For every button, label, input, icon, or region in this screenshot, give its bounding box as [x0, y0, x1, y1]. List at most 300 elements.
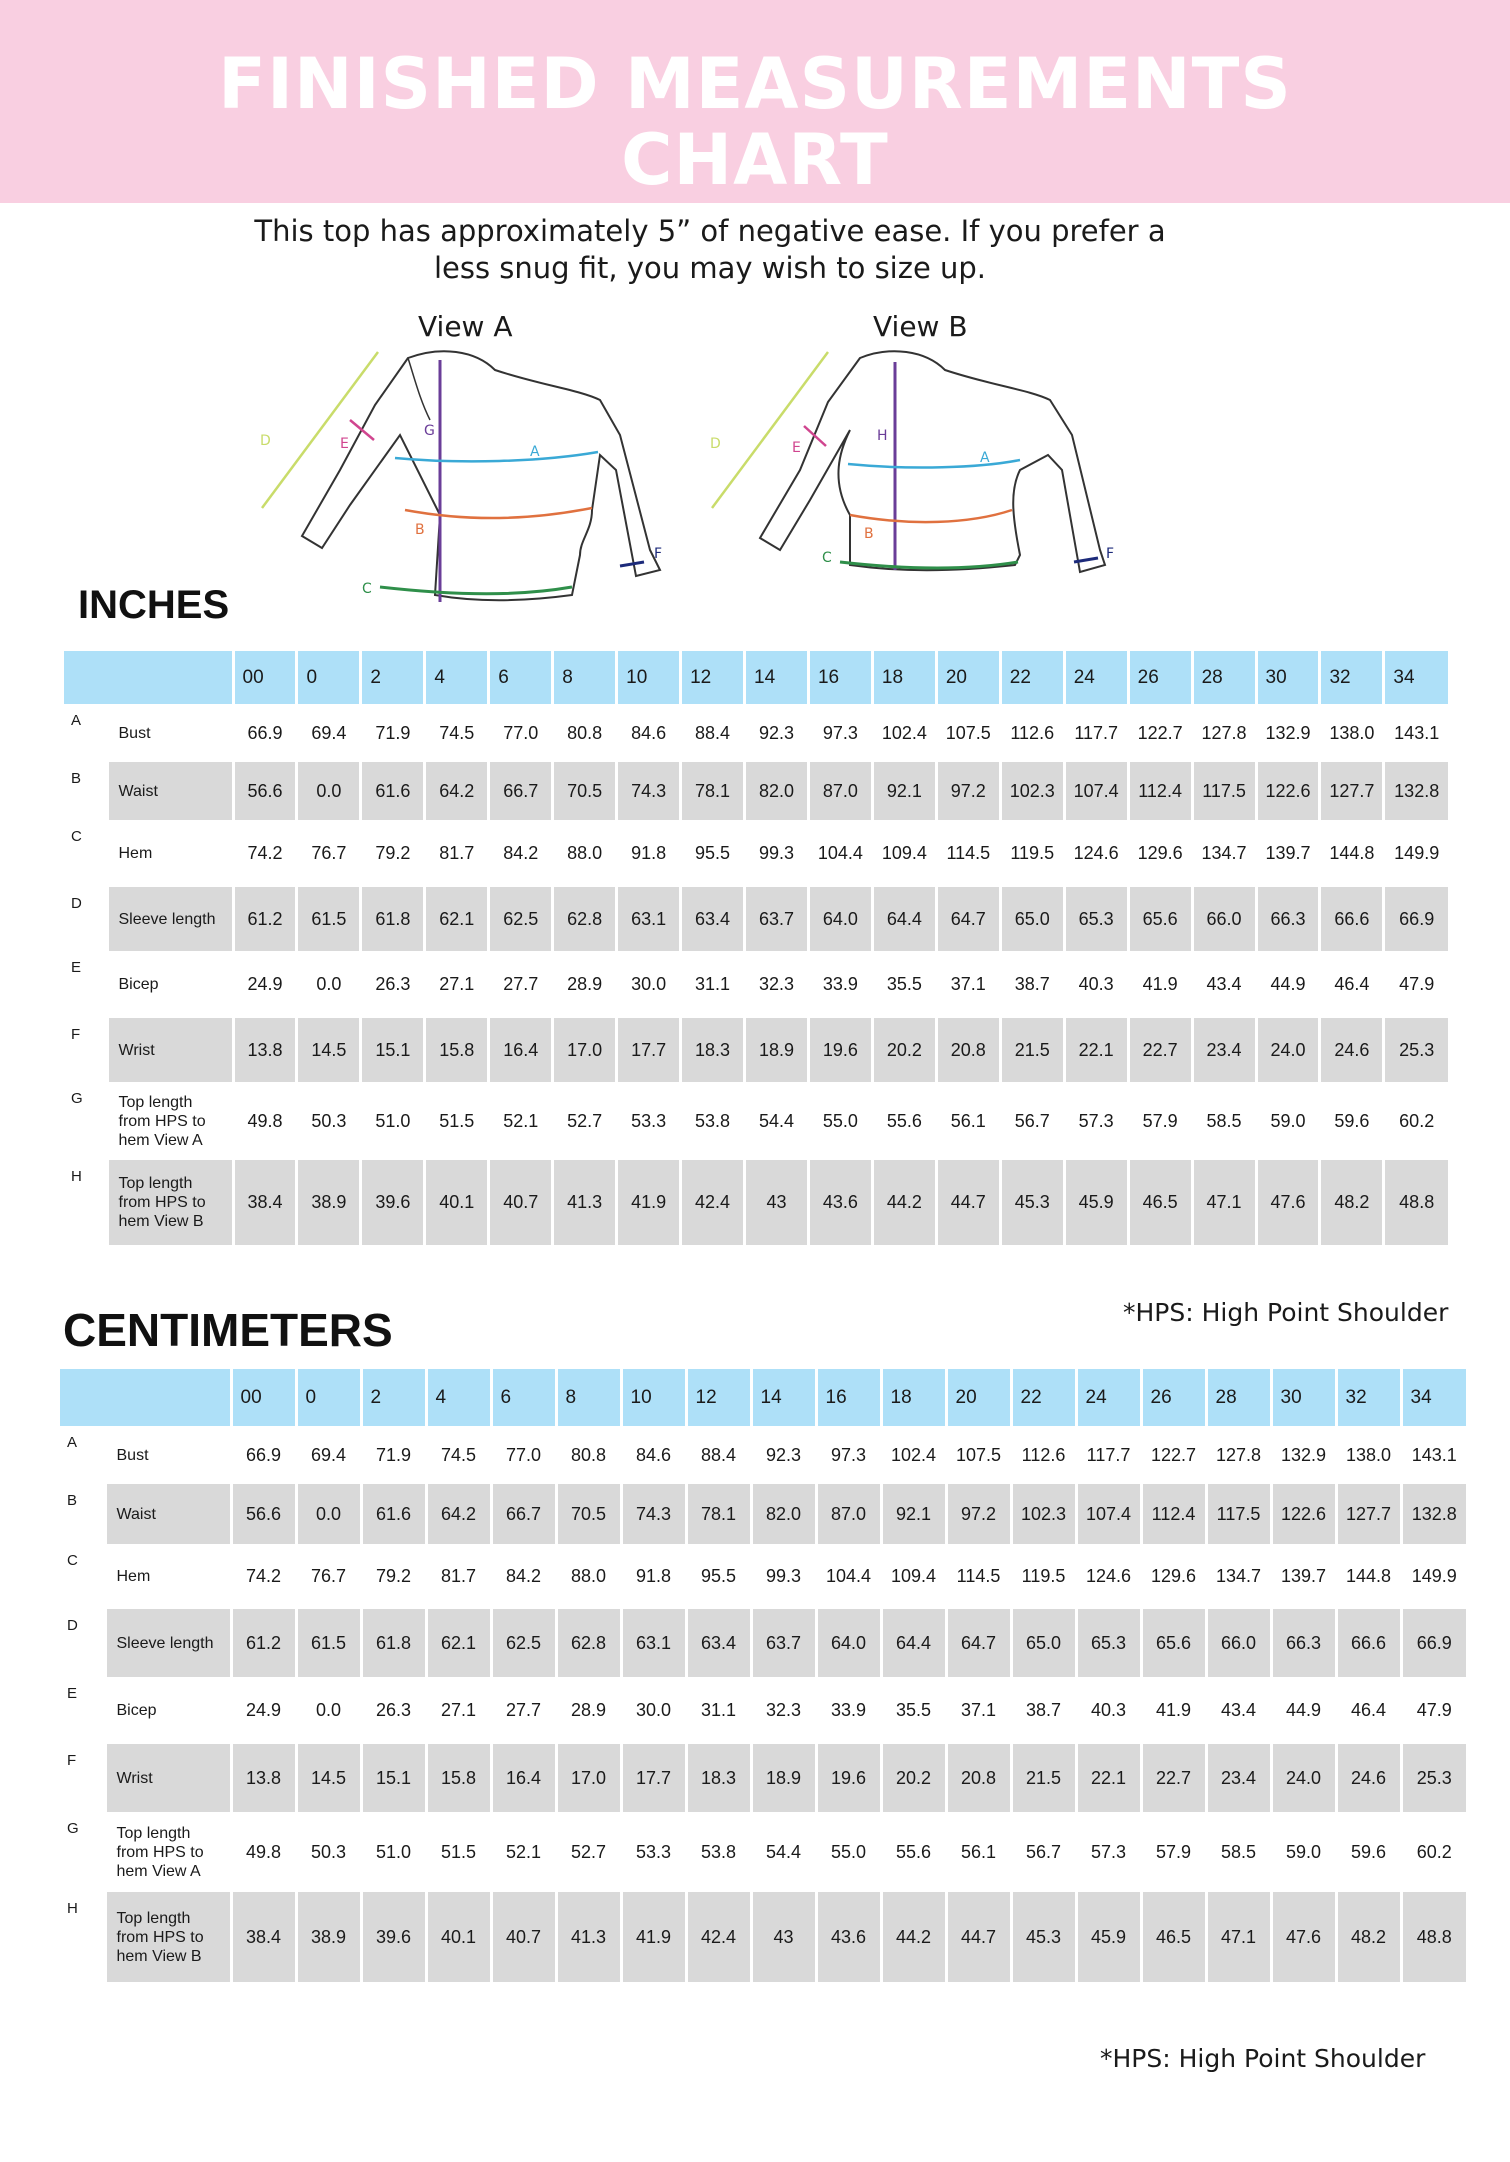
measurement-cell: 104.4	[808, 820, 872, 887]
measurement-cell: 95.5	[681, 820, 745, 887]
measurement-cell: 55.0	[808, 1082, 872, 1160]
measurement-cell: 64.2	[426, 1484, 491, 1544]
measurement-cell: 74.2	[231, 1544, 296, 1609]
intro-line2: less snug fit, you may wish to size up.	[433, 251, 987, 285]
row-letter: E	[64, 951, 107, 1018]
row-label-line: from HPS to	[118, 1194, 206, 1211]
size-header-cell: 22	[1000, 651, 1064, 704]
size-header-cell: 12	[681, 651, 745, 704]
measurement-cell: 27.7	[491, 1677, 556, 1744]
measurement-cell: 15.8	[426, 1744, 491, 1812]
size-header-cell: 22	[1011, 1369, 1076, 1426]
measurement-cell: 27.1	[426, 1677, 491, 1744]
measurement-cell: 66.9	[1384, 887, 1448, 951]
row-label	[105, 1812, 231, 1892]
measurement-cell: 19.6	[808, 1018, 872, 1082]
measurement-cell: 57.3	[1076, 1812, 1141, 1892]
measurement-cell: 52.1	[491, 1812, 556, 1892]
measurement-cell: 109.4	[872, 820, 936, 887]
measurement-cell: 41.9	[621, 1892, 686, 1982]
measurement-cell: 88.0	[553, 820, 617, 887]
measurement-cell: 61.8	[361, 1609, 426, 1677]
measurement-cell: 53.8	[681, 1082, 745, 1160]
measurement-cell: 65.3	[1076, 1609, 1141, 1677]
measurement-cell: 17.0	[553, 1018, 617, 1082]
measurement-cell: 43.4	[1192, 951, 1256, 1018]
size-header-cell: 00	[231, 1369, 296, 1426]
measurement-cell: 17.7	[621, 1744, 686, 1812]
measurement-cell: 17.0	[556, 1744, 621, 1812]
measurement-cell: 49.8	[233, 1082, 297, 1160]
measurement-cell: 47.6	[1271, 1892, 1336, 1982]
row-label	[105, 1892, 231, 1982]
inches-title: INCHES	[78, 583, 230, 627]
measurement-cell: 88.0	[556, 1544, 621, 1609]
measurement-cell: 64.4	[881, 1609, 946, 1677]
measurement-cell: 71.9	[361, 704, 425, 762]
svg-text:E: E	[792, 440, 801, 456]
measurement-cell: 41.9	[1141, 1677, 1206, 1744]
measurement-cell: 112.4	[1128, 762, 1192, 820]
measurement-cell: 58.5	[1206, 1812, 1271, 1892]
view-b-diagram	[700, 340, 1140, 585]
measurement-cell: 53.3	[617, 1082, 681, 1160]
measurement-cell: 82.0	[751, 1484, 816, 1544]
measurement-cell: 91.8	[617, 820, 681, 887]
row-label-line: Top length	[118, 1175, 193, 1192]
measurement-cell: 48.8	[1401, 1892, 1466, 1982]
row-label: Sleeve length	[107, 887, 233, 951]
size-header-cell: 2	[361, 1369, 426, 1426]
measurement-cell: 132.9	[1271, 1426, 1336, 1484]
row-letter: D	[60, 1609, 105, 1677]
measurement-cell: 129.6	[1128, 820, 1192, 887]
measurement-cell: 46.5	[1128, 1160, 1192, 1245]
row-label-line: hem View B	[116, 1947, 202, 1965]
measurement-cell: 62.5	[489, 887, 553, 951]
measurement-cell: 65.0	[1000, 887, 1064, 951]
size-header-cell: 30	[1271, 1369, 1336, 1426]
measurement-cell: 44.7	[946, 1892, 1011, 1982]
size-header-cell: 0	[296, 1369, 361, 1426]
svg-text:A: A	[980, 450, 990, 466]
measurement-cell: 59.6	[1336, 1812, 1401, 1892]
measurement-cell: 53.8	[686, 1812, 751, 1892]
measurement-cell: 70.5	[556, 1484, 621, 1544]
measurement-cell: 58.5	[1192, 1082, 1256, 1160]
row-letter: C	[64, 820, 107, 887]
measurement-cell: 92.3	[751, 1426, 816, 1484]
measurement-cell: 47.6	[1256, 1160, 1320, 1245]
measurement-cell: 22.1	[1064, 1018, 1128, 1082]
svg-text:E: E	[340, 436, 349, 452]
measurement-cell: 66.0	[1206, 1609, 1271, 1677]
measurement-cell: 70.5	[553, 762, 617, 820]
measurement-cell: 0.0	[296, 1677, 361, 1744]
measurement-cell: 64.7	[936, 887, 1000, 951]
svg-text:D: D	[260, 433, 271, 449]
measurement-cell: 56.6	[233, 762, 297, 820]
measurement-cell: 66.6	[1320, 887, 1384, 951]
measurement-cell: 55.6	[872, 1082, 936, 1160]
waist-line	[405, 508, 592, 518]
svg-text:F: F	[1106, 546, 1115, 562]
row-label	[107, 1160, 233, 1245]
measurement-cell: 42.4	[686, 1892, 751, 1982]
measurement-cell: 112.6	[1011, 1426, 1076, 1484]
measurement-cell: 117.7	[1076, 1426, 1141, 1484]
svg-text:H: H	[877, 428, 888, 444]
measurement-cell: 97.2	[936, 762, 1000, 820]
measurement-cell: 52.7	[553, 1082, 617, 1160]
row-label: Wrist	[105, 1744, 231, 1812]
measurement-cell: 149.9	[1384, 820, 1448, 887]
measurement-cell: 64.4	[872, 887, 936, 951]
row-label: Waist	[107, 762, 233, 820]
row-label-line: from HPS to	[116, 1843, 204, 1861]
hps-note: *HPS: High Point Shoulder	[1123, 1298, 1449, 1327]
measurement-cell: 84.6	[621, 1426, 686, 1484]
row-letter: F	[64, 1018, 107, 1082]
measurement-cell: 66.9	[233, 704, 297, 762]
measurement-cell: 0.0	[297, 762, 361, 820]
measurement-cell: 40.3	[1064, 951, 1128, 1018]
row-label: Bicep	[105, 1677, 231, 1744]
measurement-cell: 46.4	[1336, 1677, 1401, 1744]
measurement-cell: 50.3	[297, 1082, 361, 1160]
measurement-cell: 66.0	[1192, 887, 1256, 951]
measurement-row	[64, 704, 1448, 762]
measurement-cell: 65.6	[1128, 887, 1192, 951]
header-blank-cell	[60, 1369, 231, 1426]
measurement-cell: 32.3	[745, 951, 809, 1018]
measurement-cell: 119.5	[1011, 1544, 1076, 1609]
size-header-cell: 4	[425, 651, 489, 704]
size-header-cell: 6	[491, 1369, 556, 1426]
row-letter: B	[64, 762, 107, 820]
measurement-cell: 127.7	[1336, 1484, 1401, 1544]
measurement-cell: 24.6	[1320, 1018, 1384, 1082]
measurement-cell: 18.3	[681, 1018, 745, 1082]
measurement-cell: 134.7	[1192, 820, 1256, 887]
measurement-cell: 22.1	[1076, 1744, 1141, 1812]
size-header-cell: 32	[1320, 651, 1384, 704]
svg-text:C: C	[822, 550, 832, 566]
measurement-cell: 52.1	[489, 1082, 553, 1160]
measurement-cell: 92.3	[745, 704, 809, 762]
measurement-cell: 65.0	[1011, 1609, 1076, 1677]
measurement-cell: 59.0	[1256, 1082, 1320, 1160]
measurement-cell: 43	[745, 1160, 809, 1245]
measurement-cell: 0.0	[297, 951, 361, 1018]
measurement-cell: 43.6	[808, 1160, 872, 1245]
measurement-row	[64, 951, 1448, 1018]
measurement-cell: 63.4	[686, 1609, 751, 1677]
measurement-cell: 76.7	[297, 820, 361, 887]
row-label: Bust	[105, 1426, 231, 1484]
measurement-cell: 59.0	[1271, 1812, 1336, 1892]
measurement-cell: 56.1	[936, 1082, 1000, 1160]
measurement-cell: 63.7	[745, 887, 809, 951]
row-label: Waist	[105, 1484, 231, 1544]
size-header-cell: 14	[745, 651, 809, 704]
measurement-cell: 39.6	[361, 1892, 426, 1982]
measurement-cell: 57.9	[1128, 1082, 1192, 1160]
measurement-cell: 102.4	[872, 704, 936, 762]
measurement-cell: 107.5	[946, 1426, 1011, 1484]
measurement-cell: 14.5	[297, 1018, 361, 1082]
measurement-cell: 84.6	[617, 704, 681, 762]
measurement-row	[64, 1082, 1448, 1160]
measurement-cell: 24.0	[1256, 1018, 1320, 1082]
bust-line	[848, 460, 1020, 467]
measurement-cell: 24.9	[233, 951, 297, 1018]
measurement-cell: 44.2	[881, 1892, 946, 1982]
measurement-cell: 53.3	[621, 1812, 686, 1892]
bicep-line	[350, 420, 374, 440]
measurement-cell: 13.8	[233, 1018, 297, 1082]
measurement-cell: 51.5	[426, 1812, 491, 1892]
measurement-cell: 40.3	[1076, 1677, 1141, 1744]
size-header-cell: 34	[1401, 1369, 1466, 1426]
measurement-cell: 63.1	[621, 1609, 686, 1677]
row-letter: H	[64, 1160, 107, 1245]
measurement-cell: 18.9	[745, 1018, 809, 1082]
measurement-cell: 44.7	[936, 1160, 1000, 1245]
measurement-cell: 114.5	[946, 1544, 1011, 1609]
measurement-cell: 64.0	[808, 887, 872, 951]
measurement-cell: 87.0	[808, 762, 872, 820]
measurement-cell: 80.8	[553, 704, 617, 762]
measurement-cell: 52.7	[556, 1812, 621, 1892]
size-header-cell: 18	[872, 651, 936, 704]
measurement-cell: 35.5	[881, 1677, 946, 1744]
measurement-cell: 43.6	[816, 1892, 881, 1982]
measurement-row	[60, 1892, 1466, 1982]
measurement-cell: 60.2	[1401, 1812, 1466, 1892]
measurement-cell: 61.2	[231, 1609, 296, 1677]
row-letter: A	[60, 1426, 105, 1484]
measurement-cell: 138.0	[1320, 704, 1384, 762]
inches-table	[64, 651, 1448, 1245]
measurement-cell: 149.9	[1401, 1544, 1466, 1609]
measurement-cell: 79.2	[361, 820, 425, 887]
measurement-cell: 138.0	[1336, 1426, 1401, 1484]
measurement-cell: 139.7	[1271, 1544, 1336, 1609]
measurement-cell: 45.3	[1000, 1160, 1064, 1245]
measurement-cell: 51.0	[361, 1082, 425, 1160]
row-letter: B	[60, 1484, 105, 1544]
measurement-cell: 62.1	[426, 1609, 491, 1677]
measurement-cell: 37.1	[946, 1677, 1011, 1744]
measurement-cell: 22.7	[1141, 1744, 1206, 1812]
measurement-cell: 44.9	[1256, 951, 1320, 1018]
measurement-cell: 56.6	[231, 1484, 296, 1544]
measurement-cell: 31.1	[681, 951, 745, 1018]
waist-line	[850, 510, 1012, 522]
measurement-cell: 39.6	[361, 1160, 425, 1245]
measurement-cell: 47.1	[1192, 1160, 1256, 1245]
measurement-cell: 63.1	[617, 887, 681, 951]
row-label-line: hem View A	[116, 1862, 201, 1880]
svg-text:G: G	[424, 423, 435, 439]
footer-hps-note: *HPS: High Point Shoulder	[1100, 2044, 1426, 2073]
measurement-cell: 119.5	[1000, 820, 1064, 887]
measurement-cell: 13.8	[231, 1744, 296, 1812]
measurement-cell: 144.8	[1336, 1544, 1401, 1609]
measurement-cell: 92.1	[872, 762, 936, 820]
row-letter: C	[60, 1544, 105, 1609]
row-label: Bust	[107, 704, 233, 762]
measurement-cell: 117.5	[1206, 1484, 1271, 1544]
measurement-cell: 38.7	[1011, 1677, 1076, 1744]
measurement-cell: 66.3	[1256, 887, 1320, 951]
measurement-cell: 74.5	[425, 704, 489, 762]
measurement-cell: 139.7	[1256, 820, 1320, 887]
measurement-cell: 45.9	[1064, 1160, 1128, 1245]
measurement-cell: 81.7	[425, 820, 489, 887]
row-label: Sleeve length	[105, 1609, 231, 1677]
page-title-line1: FINISHED MEASUREMENTS	[218, 43, 1292, 125]
measurement-cell: 69.4	[297, 704, 361, 762]
measurement-cell: 27.7	[489, 951, 553, 1018]
measurement-cell: 84.2	[491, 1544, 556, 1609]
measurement-cell: 127.8	[1192, 704, 1256, 762]
measurement-cell: 66.3	[1271, 1609, 1336, 1677]
measurement-cell: 41.9	[1128, 951, 1192, 1018]
measurement-cell: 66.9	[1401, 1609, 1466, 1677]
measurement-cell: 134.7	[1206, 1544, 1271, 1609]
size-header-cell: 26	[1141, 1369, 1206, 1426]
measurement-cell: 16.4	[489, 1018, 553, 1082]
row-label-line: from HPS to	[116, 1928, 204, 1946]
measurement-cell: 102.4	[881, 1426, 946, 1484]
measurement-cell: 61.5	[296, 1609, 361, 1677]
measurement-cell: 102.3	[1000, 762, 1064, 820]
measurement-cell: 102.3	[1011, 1484, 1076, 1544]
size-header-cell: 0	[297, 651, 361, 704]
size-header-cell: 10	[621, 1369, 686, 1426]
measurement-cell: 109.4	[881, 1544, 946, 1609]
size-header-cell: 20	[946, 1369, 1011, 1426]
measurement-cell: 84.2	[489, 820, 553, 887]
measurement-cell: 81.7	[426, 1544, 491, 1609]
measurement-cell: 78.1	[681, 762, 745, 820]
size-header-cell: 30	[1256, 651, 1320, 704]
row-label-line: Top length	[118, 1093, 193, 1111]
measurement-cell: 45.3	[1011, 1892, 1076, 1982]
row-label: Bicep	[107, 951, 233, 1018]
measurement-cell: 46.4	[1320, 951, 1384, 1018]
measurement-row	[64, 820, 1448, 887]
measurement-cell: 20.2	[872, 1018, 936, 1082]
measurement-cell: 32.3	[751, 1677, 816, 1744]
measurement-cell: 22.7	[1128, 1018, 1192, 1082]
measurement-cell: 55.0	[816, 1812, 881, 1892]
measurement-cell: 43	[751, 1892, 816, 1982]
measurement-cell: 40.7	[491, 1892, 556, 1982]
measurement-cell: 24.0	[1271, 1744, 1336, 1812]
intro-line1: This top has approximately 5” of negative ease. If you prefer a	[254, 214, 1166, 248]
size-header-cell: 4	[426, 1369, 491, 1426]
size-header-cell: 12	[686, 1369, 751, 1426]
measurement-cell: 122.6	[1256, 762, 1320, 820]
measurement-row	[60, 1812, 1466, 1892]
measurement-cell: 114.5	[936, 820, 1000, 887]
measurement-cell: 24.6	[1336, 1744, 1401, 1812]
size-header-cell: 8	[556, 1369, 621, 1426]
measurement-cell: 23.4	[1206, 1744, 1271, 1812]
measurement-cell: 69.4	[296, 1426, 361, 1484]
measurement-cell: 30.0	[617, 951, 681, 1018]
svg-text:B: B	[864, 526, 874, 542]
measurement-cell: 62.8	[553, 887, 617, 951]
hem-line	[380, 587, 572, 594]
measurement-cell: 117.5	[1192, 762, 1256, 820]
header-blank-cell	[64, 651, 233, 704]
row-label-line: from HPS to	[118, 1112, 206, 1130]
measurement-row	[64, 887, 1448, 951]
measurement-cell: 24.9	[231, 1677, 296, 1744]
measurement-cell: 122.7	[1141, 1426, 1206, 1484]
measurement-cell: 45.9	[1076, 1892, 1141, 1982]
measurement-cell: 107.4	[1076, 1484, 1141, 1544]
measurement-cell: 28.9	[553, 951, 617, 1018]
measurement-cell: 143.1	[1401, 1426, 1466, 1484]
measurement-cell: 17.7	[617, 1018, 681, 1082]
measurement-cell: 87.0	[816, 1484, 881, 1544]
size-header-cell: 28	[1192, 651, 1256, 704]
size-header-cell: 16	[808, 651, 872, 704]
measurement-cell: 0.0	[296, 1484, 361, 1544]
measurement-cell: 47.9	[1401, 1677, 1466, 1744]
row-letter: H	[60, 1892, 105, 1982]
measurement-cell: 59.6	[1320, 1082, 1384, 1160]
measurement-row	[60, 1744, 1466, 1812]
measurement-cell: 21.5	[1011, 1744, 1076, 1812]
size-header-cell: 2	[361, 651, 425, 704]
measurement-cell: 60.2	[1384, 1082, 1448, 1160]
measurement-cell: 127.7	[1320, 762, 1384, 820]
measurement-cell: 112.4	[1141, 1484, 1206, 1544]
measurement-cell: 30.0	[621, 1677, 686, 1744]
size-header-cell: 10	[617, 651, 681, 704]
row-letter: E	[60, 1677, 105, 1744]
measurement-row	[60, 1544, 1466, 1609]
measurement-cell: 51.0	[361, 1812, 426, 1892]
svg-text:F: F	[654, 546, 663, 562]
measurement-cell: 62.5	[491, 1609, 556, 1677]
measurement-cell: 44.9	[1271, 1677, 1336, 1744]
measurement-cell: 54.4	[751, 1812, 816, 1892]
measurement-cell: 97.3	[816, 1426, 881, 1484]
measurement-row	[60, 1426, 1466, 1484]
measurement-cell: 107.5	[936, 704, 1000, 762]
measurement-cell: 64.7	[946, 1609, 1011, 1677]
measurement-cell: 54.4	[745, 1082, 809, 1160]
size-header-cell: 14	[751, 1369, 816, 1426]
size-header-cell: 26	[1128, 651, 1192, 704]
measurement-cell: 95.5	[686, 1544, 751, 1609]
size-header-cell: 00	[233, 651, 297, 704]
measurement-cell: 56.7	[1011, 1812, 1076, 1892]
measurement-cell: 46.5	[1141, 1892, 1206, 1982]
measurement-cell: 92.1	[881, 1484, 946, 1544]
size-header-cell: 32	[1336, 1369, 1401, 1426]
measurement-cell: 77.0	[491, 1426, 556, 1484]
measurement-cell: 20.8	[946, 1744, 1011, 1812]
svg-text:A: A	[530, 444, 540, 460]
